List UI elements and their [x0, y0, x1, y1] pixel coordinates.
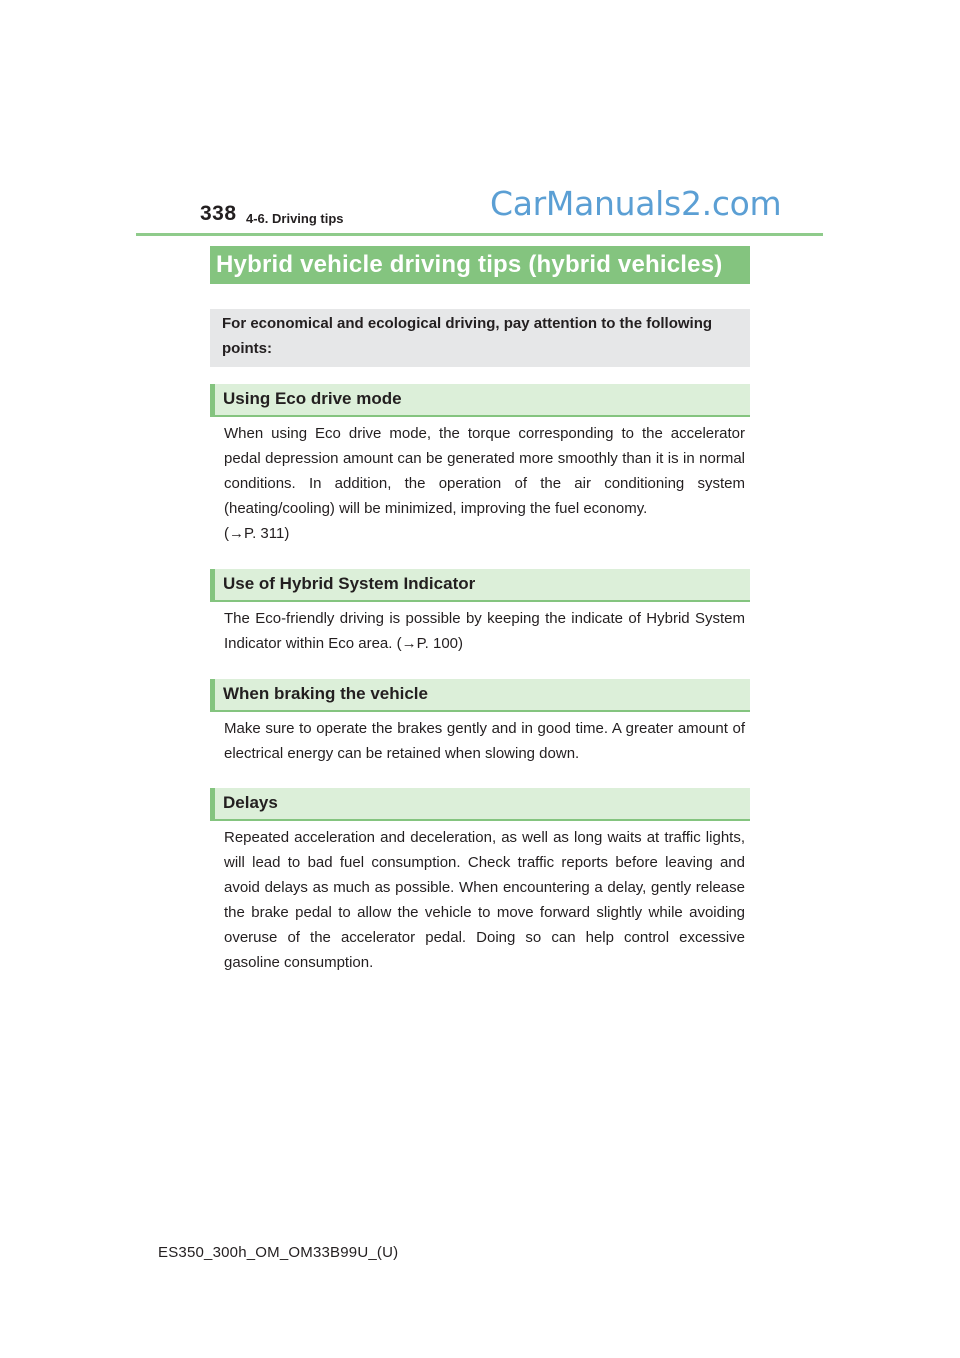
page-number: 338 — [200, 202, 237, 225]
heading-braking: When braking the vehicle — [210, 679, 750, 710]
header-rule — [136, 233, 823, 236]
heading-eco-drive-mode: Using Eco drive mode — [210, 384, 750, 415]
paragraph-hybrid-system-indicator: The Eco-friendly driving is possible by keeping the indicate of Hybrid System Indicator within Eco area. (→P. 100) — [224, 610, 745, 652]
intro-box: For economical and ecological driving, pay attention to the following points: — [210, 309, 750, 367]
paragraph-eco-drive-mode — [224, 421, 745, 546]
paragraph-eco-drive-mode-text: When using Eco drive mode, the torque corresponding to the accelerator pedal depression amount can be generated more smoothly than it is in normal conditions. In addition, the operation of the air conditioning system (heating/cooling) will be minimized, improving the fuel economy. — [224, 425, 745, 517]
page-reference-link[interactable]: (→P. 311) — [224, 525, 290, 542]
watermark-logo[interactable]: CarManuals2.com — [490, 184, 782, 223]
page-title: Hybrid vehicle driving tips (hybrid vehicles) — [210, 246, 750, 284]
paragraph-braking: Make sure to operate the brakes gently and in good time. A greater amount of electrical energy can be retained when slowing down. — [224, 720, 745, 762]
heading-hybrid-system-indicator: Use of Hybrid System Indicator — [210, 569, 750, 600]
paragraph-delays: Repeated acceleration and deceleration, as well as long waits at traffic lights, will lead to bad fuel consumption. Check traffic reports before leaving and avoid delays as much as possible. When encountering a delay, gently release the brake pedal to allow the vehicle to move forward slightly while avoiding overuse of the accelerator pedal. Doing so can help control excessive gasoline consumption. — [224, 829, 745, 971]
chapter-label: 4-6. Driving tips — [246, 211, 344, 226]
footer-manual-code: ES350_300h_OM_OM33B99U_(U) — [158, 1244, 399, 1261]
heading-delays: Delays — [210, 788, 750, 819]
